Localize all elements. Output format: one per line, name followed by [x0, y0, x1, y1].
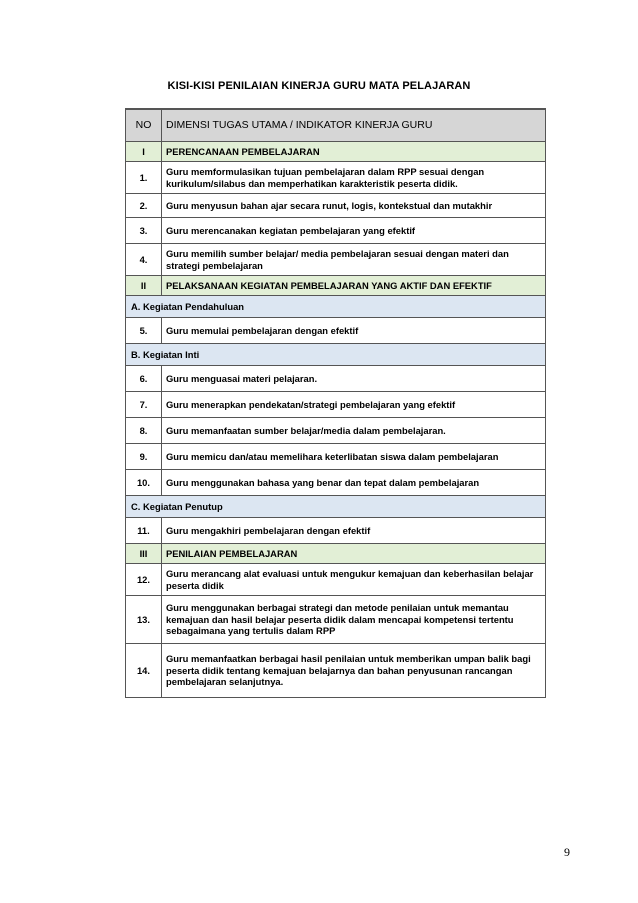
row-indicator: Guru merencanakan kegiatan pembelajaran yang efektif: [162, 218, 546, 244]
table-row: [126, 366, 546, 392]
subsection-title: B. Kegiatan Inti: [126, 344, 546, 366]
table-row: [126, 444, 546, 470]
table-row: [126, 644, 546, 698]
subsection-row: [126, 296, 546, 318]
table-row: [126, 218, 546, 244]
row-indicator: Guru memilih sumber belajar/ media pembelajaran sesuai dengan materi dan strategi pembelajaran: [162, 244, 546, 276]
section-title: PENILAIAN PEMBELAJARAN: [162, 544, 546, 564]
row-number: 6.: [126, 366, 162, 392]
row-indicator: Guru memanfaatkan berbagai hasil penilaian untuk memberikan umpan balik bagi peserta didik tentang kemajuan belajarnya dan bahan penyusunan rancangan pembelajaran selanjutnya.: [162, 644, 546, 698]
row-indicator: Guru merancang alat evaluasi untuk mengukur kemajuan dan keberhasilan belajar peserta didik: [162, 564, 546, 596]
table-row: [126, 244, 546, 276]
row-indicator: Guru menyusun bahan ajar secara runut, logis, kontekstual dan mutakhir: [162, 194, 546, 218]
subsection-title: A. Kegiatan Pendahuluan: [126, 296, 546, 318]
row-number: 7.: [126, 392, 162, 418]
table-row: [126, 318, 546, 344]
table-row: [126, 564, 546, 596]
row-number: 1.: [126, 162, 162, 194]
row-number: 3.: [126, 218, 162, 244]
subsection-title: C. Kegiatan Penutup: [126, 496, 546, 518]
row-number: 10.: [126, 470, 162, 496]
row-indicator: Guru menguasai materi pelajaran.: [162, 366, 546, 392]
row-number: 2.: [126, 194, 162, 218]
table-header-row: [126, 109, 546, 142]
section-row: [126, 276, 546, 296]
subsection-row: [126, 496, 546, 518]
table-row: [126, 392, 546, 418]
row-number: 8.: [126, 418, 162, 444]
row-indicator: Guru menerapkan pendekatan/strategi pembelajaran yang efektif: [162, 392, 546, 418]
page-title: KISI-KISI PENILAIAN KINERJA GURU MATA PELAJARAN: [167, 80, 471, 92]
row-indicator: Guru memanfaatan sumber belajar/media dalam pembelajaran.: [162, 418, 546, 444]
row-number: 12.: [126, 564, 162, 596]
section-number: I: [126, 142, 162, 162]
section-row: [126, 142, 546, 162]
row-indicator: Guru menggunakan bahasa yang benar dan tepat dalam pembelajaran: [162, 470, 546, 496]
row-number: 13.: [126, 596, 162, 644]
table-row: [126, 194, 546, 218]
row-indicator: Guru memicu dan/atau memelihara keterlibatan siswa dalam pembelajaran: [162, 444, 546, 470]
section-row: [126, 544, 546, 564]
row-indicator: Guru memformulasikan tujuan pembelajaran dalam RPP sesuai dengan kurikulum/silabus dan memperhatikan karakteristik peserta didik.: [162, 162, 546, 194]
table-row: [126, 418, 546, 444]
header-dimension: DIMENSI TUGAS UTAMA / INDIKATOR KINERJA GURU: [162, 109, 546, 142]
table-row: [126, 162, 546, 194]
row-number: 14.: [126, 644, 162, 698]
section-title: PERENCANAAN PEMBELAJARAN: [162, 142, 546, 162]
section-title: PELAKSANAAN KEGIATAN PEMBELAJARAN YANG AKTIF DAN EFEKTIF: [162, 276, 546, 296]
row-number: 9.: [126, 444, 162, 470]
table-row: [126, 518, 546, 544]
subsection-row: [126, 344, 546, 366]
page-number: 9: [564, 845, 570, 859]
section-number: III: [126, 544, 162, 564]
row-number: 4.: [126, 244, 162, 276]
row-indicator: Guru menggunakan berbagai strategi dan metode penilaian untuk memantau kemajuan dan hasil belajar peserta didik dalam mencapai kompetensi tertentu sebagaimana yang tertulis dalam RPP: [162, 596, 546, 644]
table-row: [126, 470, 546, 496]
section-number: II: [126, 276, 162, 296]
row-number: 11.: [126, 518, 162, 544]
row-indicator: Guru memulai pembelajaran dengan efektif: [162, 318, 546, 344]
header-no: NO: [126, 109, 162, 142]
row-number: 5.: [126, 318, 162, 344]
table-row: [126, 596, 546, 644]
assessment-table: [125, 108, 546, 698]
row-indicator: Guru mengakhiri pembelajaran dengan efektif: [162, 518, 546, 544]
